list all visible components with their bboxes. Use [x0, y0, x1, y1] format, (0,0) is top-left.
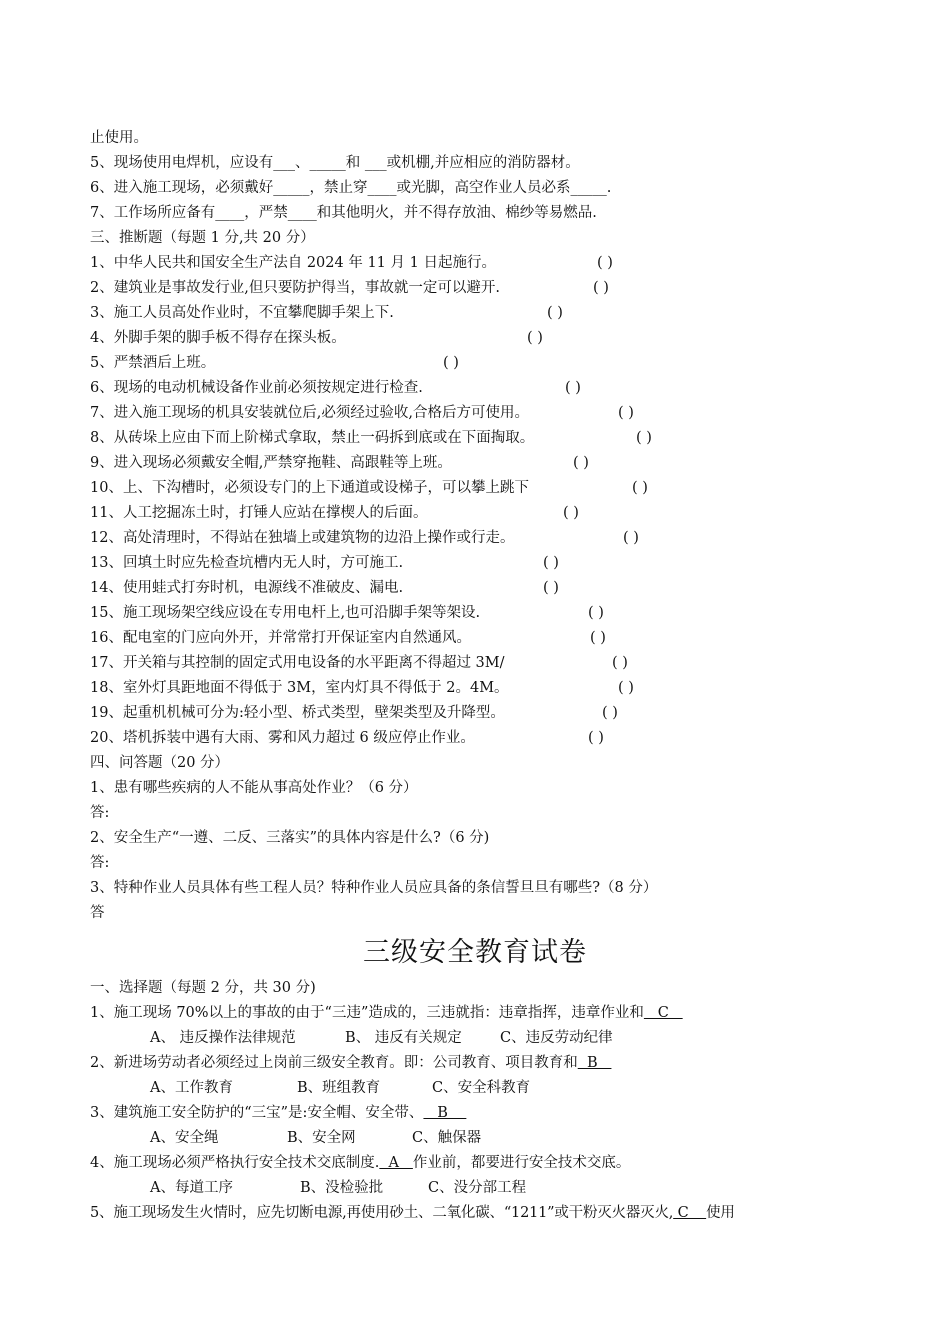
answer-blank: B: [423, 1105, 467, 1121]
judgment-question: 3、施工人员高处作业时，不宜攀爬脚手架上下.: [90, 305, 394, 321]
answer-parentheses: ( ): [632, 480, 648, 496]
judgment-question: 7、进入施工现场的机具安装就位后,必须经过验收,合格后方可使用。: [90, 405, 529, 421]
judgment-question: 6、现场的电动机械设备作业前必须按规定进行检查.: [90, 380, 423, 396]
answer-blank: B: [577, 1055, 612, 1071]
question-text: 5、施工现场发生火情时，应先切断电源,再使用砂土、二氧化碳、“1211”或干粉灭火器灭火,: [90, 1205, 674, 1221]
answer-blank: A: [379, 1155, 413, 1171]
option-a: A、每道工序: [150, 1180, 233, 1196]
question-text: 4、施工现场必须严格执行安全技术交底制度.: [90, 1155, 380, 1171]
choice-question: [90, 1153, 630, 1173]
answer-parentheses: ( ): [636, 430, 652, 446]
fill-blank-question: 5、现场使用电焊机，应设有___、_____和 ___或机棚,并应相应的消防器材。: [90, 155, 580, 171]
judgment-question: 14、使用蛙式打夯时机，电源线不准破皮、漏电.: [90, 580, 404, 596]
question-text-after: 使用: [706, 1205, 735, 1221]
judgment-question: 12、高处清理时，不得站在独墙上或建筑物的边沿上操作或行走。: [90, 530, 515, 546]
answer-parentheses: ( ): [547, 305, 563, 321]
answer-parentheses: ( ): [443, 355, 459, 371]
option-b: B、班组教育: [297, 1080, 381, 1096]
judgment-question: 8、从砖垛上应由下而上阶梯式拿取，禁止一码拆到底或在下面掏取。: [90, 430, 535, 446]
judgment-question: 1、中华人民共和国安全生产法自 2024 年 11 月 1 日起施行。: [90, 255, 496, 271]
answer-parentheses: ( ): [565, 380, 581, 396]
fill-blank-question: 6、进入施工现场，必须戴好_____，禁止穿____或光脚，高空作业人员必系_____.: [90, 180, 612, 196]
option-b: B、没检验批: [300, 1180, 384, 1196]
option-a: A、工作教育: [150, 1080, 233, 1096]
fill-blank-question: 7、工作场所应备有____，严禁____和其他明火，并不得存放油、棉纱等易燃品.: [90, 205, 597, 221]
judgment-question: 18、室外灯具距地面不得低于 3M，室内灯具不得低于 2。4M。: [90, 680, 509, 696]
choice-question: [90, 1003, 683, 1023]
choice-question: [90, 1203, 735, 1223]
answer-blank: C: [643, 1005, 683, 1021]
answer-parentheses: ( ): [597, 255, 613, 271]
judgment-question: 11、人工挖掘冻土时，打锤人应站在撑楔人的后面。: [90, 505, 428, 521]
answer-parentheses: ( ): [618, 680, 634, 696]
question-text-after: 作业前，都要进行安全技术交底。: [412, 1155, 631, 1171]
qa-question: 2、安全生产“一遵、二反、三落实”的具体内容是什么?（6 分): [90, 830, 490, 846]
text-line: 止使用。: [90, 130, 148, 146]
judgment-question: 2、建筑业是事故发行业,但只要防护得当，事故就一定可以避开.: [90, 280, 500, 296]
judgment-question: 17、开关箱与其控制的固定式用电设备的水平距离不得超过 3M/: [90, 655, 505, 671]
judgment-question: 9、进入现场必须戴安全帽,严禁穿拖鞋、高跟鞋等上班。: [90, 455, 452, 471]
option-c: C、违反劳动纪律: [500, 1030, 613, 1046]
option-b: B、安全网: [287, 1130, 356, 1146]
question-text: 1、施工现场 70%以上的事故的由于“三违”造成的，三违就指：违章指挥，违章作业和: [90, 1005, 644, 1021]
answer-parentheses: ( ): [563, 505, 579, 521]
qa-question: 3、特种作业人员具体有些工程人员？特种作业人员应具备的条信誓旦旦有哪些?（8 分）: [90, 880, 658, 896]
judgment-question: 13、回填土时应先检查坑槽内无人时，方可施工.: [90, 555, 404, 571]
option-c: C、没分部工程: [428, 1180, 527, 1196]
question-text: 3、建筑施工安全防护的“三宝”是:安全帽、安全带、: [90, 1105, 424, 1121]
answer-parentheses: ( ): [527, 330, 543, 346]
answer-parentheses: ( ): [612, 655, 628, 671]
answer-parentheses: ( ): [543, 555, 559, 571]
answer-label: 答:: [90, 855, 110, 871]
option-a: A、 违反操作法律规范: [150, 1030, 296, 1046]
answer-parentheses: ( ): [590, 630, 606, 646]
judgment-question: 15、施工现场架空线应设在专用电杆上,也可沿脚手架等架设.: [90, 605, 481, 621]
answer-parentheses: ( ): [588, 730, 604, 746]
answer-parentheses: ( ): [588, 605, 604, 621]
option-c: C、安全科教育: [432, 1080, 531, 1096]
answer-parentheses: ( ): [623, 530, 639, 546]
section-heading-qa: 四、问答题（20 分）: [90, 755, 230, 771]
judgment-question: 10、上、下沟槽时，必须设专门的上下通道或设梯子，可以攀上跳下: [90, 480, 529, 496]
judgment-question: 5、严禁酒后上班。: [90, 355, 216, 371]
answer-parentheses: ( ): [618, 405, 634, 421]
answer-label: 答:: [90, 805, 110, 821]
answer-parentheses: ( ): [593, 280, 609, 296]
answer-parentheses: ( ): [602, 705, 618, 721]
choice-question: [90, 1103, 466, 1123]
qa-question: 1、患有哪些疾病的人不能从事高处作业？（6 分）: [90, 780, 418, 796]
answer-label: 答: [90, 905, 105, 921]
judgment-question: 19、起重机机械可分为:轻小型、桥式类型，壁架类型及升降型。: [90, 705, 505, 721]
option-a: A、安全绳: [150, 1130, 219, 1146]
judgment-question: 4、外脚手架的脚手板不得存在探头板。: [90, 330, 346, 346]
answer-blank: C: [673, 1205, 707, 1221]
option-c: C、触保器: [412, 1130, 482, 1146]
answer-parentheses: ( ): [573, 455, 589, 471]
option-b: B、 违反有关规定: [345, 1030, 462, 1046]
judgment-question: 20、塔机拆装中遇有大雨、雾和风力超过 6 级应停止作业。: [90, 730, 475, 746]
section-heading-choice: 一、选择题（每题 2 分，共 30 分): [90, 980, 316, 996]
page-title: 三级安全教育试卷: [363, 937, 587, 968]
answer-parentheses: ( ): [543, 580, 559, 596]
judgment-question: 16、配电室的门应向外开，并常常打开保证室内自然通风。: [90, 630, 471, 646]
section-heading-judgment: 三、推断题（每题 1 分,共 20 分）: [90, 230, 315, 246]
question-text: 2、新进场劳动者必须经过上岗前三级安全教育。即：公司教育、项目教育和: [90, 1055, 578, 1071]
choice-question: [90, 1053, 611, 1073]
